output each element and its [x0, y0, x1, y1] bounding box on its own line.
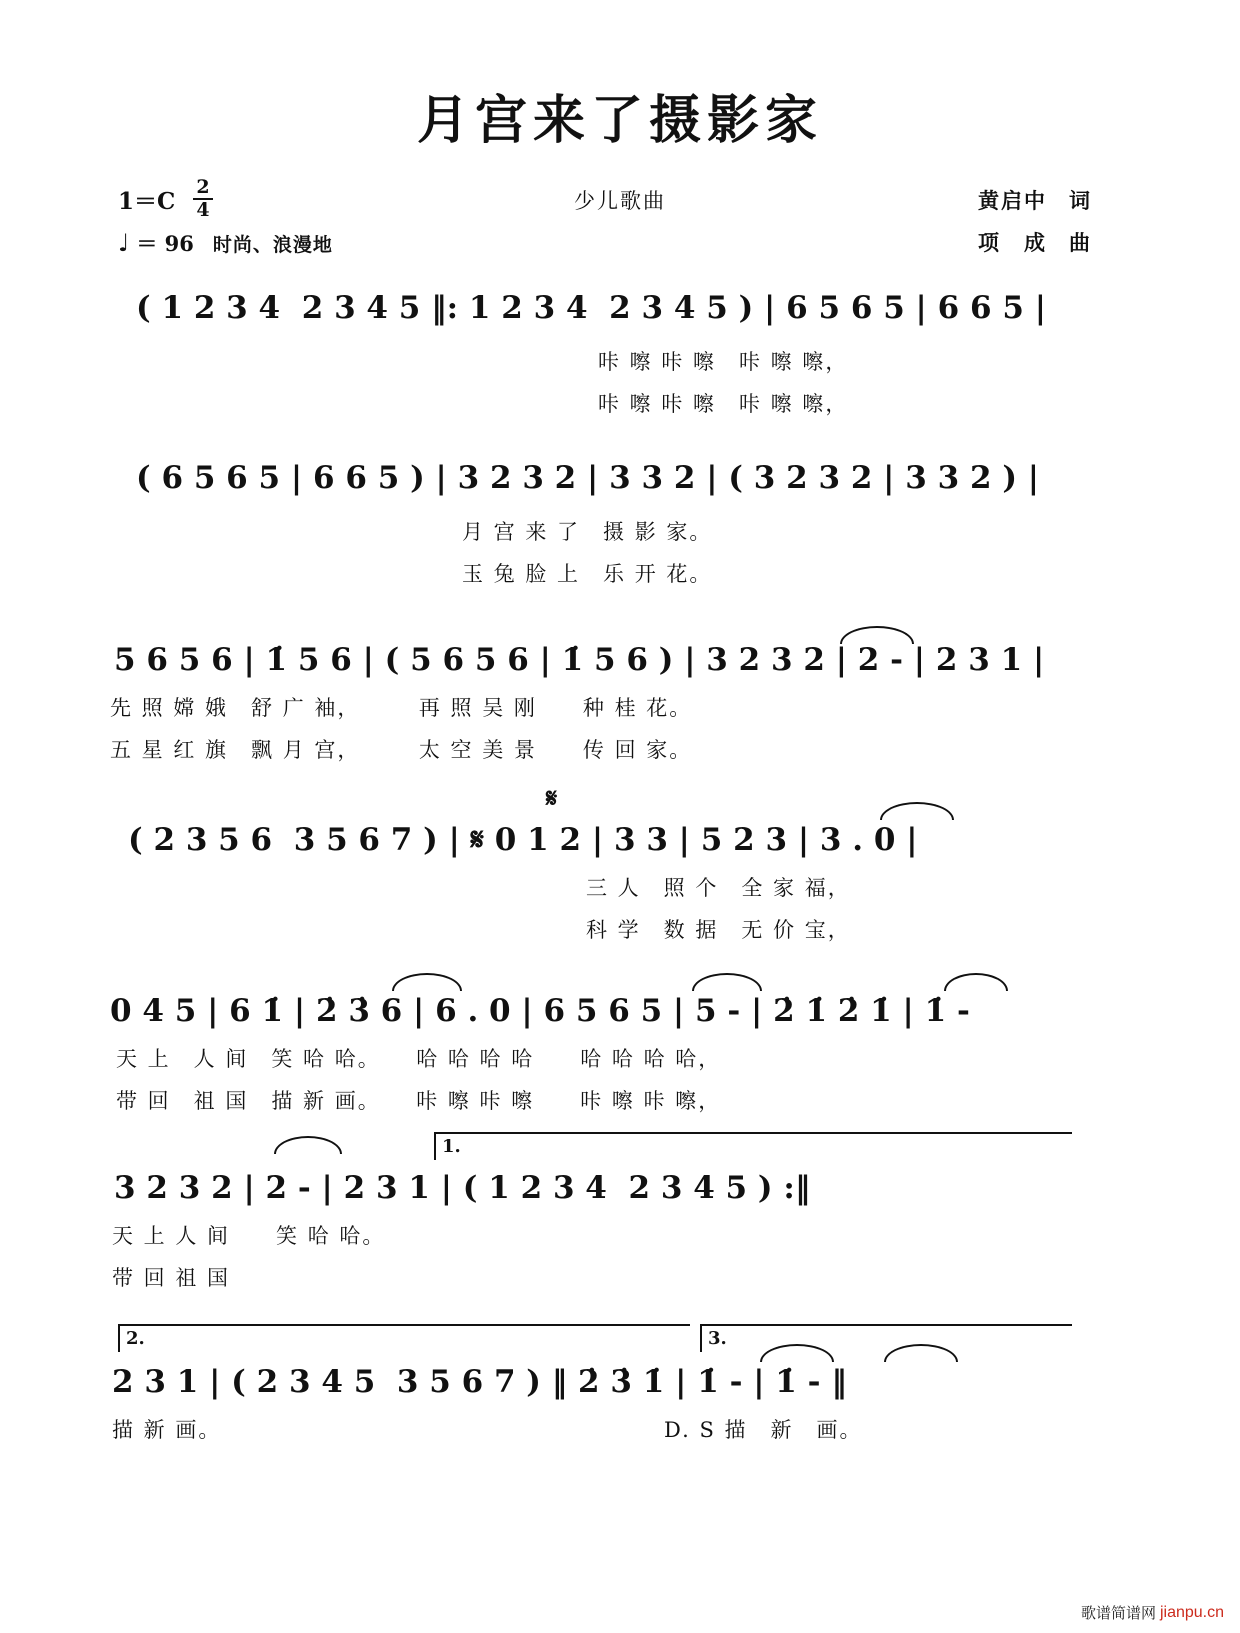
system-4-lyric-verse-2: 科 学 数 据 无 价 宝，	[586, 918, 851, 942]
system-5-lyric-verse-2: 带 回 祖 国 描 新 画。 咔 嚓 咔 嚓 咔 嚓 咔 嚓，	[116, 1089, 722, 1113]
system-3-lyric-verse-1: 先 照 嫦 娥 舒 广 袖， 再 照 吴 刚 种 桂 花。	[110, 696, 693, 720]
system-7-lyric-verse-2: D. S 描 新 画。	[664, 1418, 863, 1442]
footer-site-url: jianpu.cn	[1159, 1603, 1224, 1621]
slur-mark	[880, 802, 954, 820]
system-6-lyric-verse-2: 带 回 祖 国	[112, 1266, 231, 1290]
time-signature-denominator: 4	[196, 199, 210, 221]
system-7-notes: 2 3 1 | ( 2 3 4 5 3 5 6 7 ) ‖ 2̇ 3̇ 1̇ | 1̇ - | 1̇ - ‖	[112, 1364, 847, 1400]
page-title: 月宫来了摄影家	[416, 90, 823, 151]
tempo-mood: 时尚、浪漫地	[212, 233, 333, 256]
key-signature-text: 1＝C	[118, 187, 176, 215]
credits	[978, 180, 1092, 264]
system-2-notes: ( 6 5 6 5 | 6 6 5 ) | 3 2 3 2 | 3 3 2 | ( 3 2 3 2 | 3 3 2 ) |	[136, 460, 1040, 496]
system-3-notes: 5 6 5 6 | 1̇ 5 6 | ( 5 6 5 6 | 1̇ 5 6 ) | 3 2 3 2 | 2 - | 2 3 1 |	[114, 642, 1045, 678]
volta-1-label: 1.	[442, 1136, 461, 1157]
volta-bracket-3	[700, 1324, 1072, 1352]
system-5-lyric-verse-1: 天 上 人 间 笑 哈 哈。 哈 哈 哈 哈 哈 哈 哈 哈，	[116, 1047, 722, 1071]
slur-mark	[944, 973, 1008, 991]
system-2-lyric-verse-1: 月 宫 来 了 摄 影 家。	[462, 520, 713, 544]
segno-icon: 𝄋	[546, 784, 558, 814]
tempo-marking	[118, 228, 333, 258]
composer-role: 曲	[1069, 230, 1092, 255]
footer-watermark	[1081, 1602, 1224, 1623]
quarter-note-icon: ♩	[118, 228, 130, 257]
system-6-notes: 3 2 3 2 | 2 - | 2 3 1 | ( 1 2 3 4 2 3 4 5 ) :‖	[114, 1170, 811, 1206]
time-signature-numerator: 2	[193, 178, 212, 200]
system-2-lyric-verse-2: 玉 兔 脸 上 乐 开 花。	[462, 562, 713, 586]
system-7-lyric-verse-1: 描 新 画。	[112, 1418, 222, 1442]
footer-site-name: 歌谱简谱网	[1080, 1605, 1156, 1622]
volta-bracket-2	[118, 1324, 690, 1352]
credit-lyricist	[978, 180, 1092, 222]
tempo-value: ＝ 96	[136, 231, 194, 256]
genre-label: 少儿歌曲	[574, 189, 666, 213]
system-5-notes: 0 4 5 | 6 1̇ | 2̇ 3̇ 6 | 6 . 0 | 6 5 6 5 | 5 - | 2̇ 1̇ 2̇ 1̇ | 1̇ -	[110, 993, 970, 1029]
volta-2-label: 2.	[126, 1328, 145, 1349]
lyricist-name: 黄启中	[978, 188, 1047, 213]
system-4-lyric-verse-1: 三 人 照 个 全 家 福，	[586, 876, 851, 900]
slur-mark	[392, 973, 462, 991]
system-4-notes: ( 2 3 5 6 3 5 6 7 ) | 𝄋 0 1 2 | 3 3 | 5 2 3 | 3 . 0 |	[128, 822, 918, 858]
system-6-lyric-verse-1: 天 上 人 间 笑 哈 哈。	[112, 1224, 386, 1248]
volta-3-label: 3.	[708, 1328, 727, 1349]
slur-mark	[692, 973, 762, 991]
system-3-lyric-verse-2: 五 星 红 旗 飘 月 宫， 太 空 美 景 传 回 家。	[110, 738, 693, 762]
system-1-lyric-verse-2: 咔 嚓 咔 嚓 咔 嚓 嚓，	[598, 392, 849, 416]
system-1-lyric-verse-1: 咔 嚓 咔 嚓 咔 嚓 嚓，	[598, 350, 849, 374]
volta-bracket-1	[434, 1132, 1072, 1160]
slur-mark	[274, 1136, 342, 1154]
system-1-notes: ( 1 2 3 4 2 3 4 5 ‖: 1 2 3 4 2 3 4 5 ) | 6 5 6 5 | 6 6 5 |	[136, 290, 1046, 326]
composer-name: 项 成	[978, 230, 1047, 255]
credit-composer	[978, 222, 1092, 264]
lyricist-role: 词	[1069, 188, 1092, 213]
